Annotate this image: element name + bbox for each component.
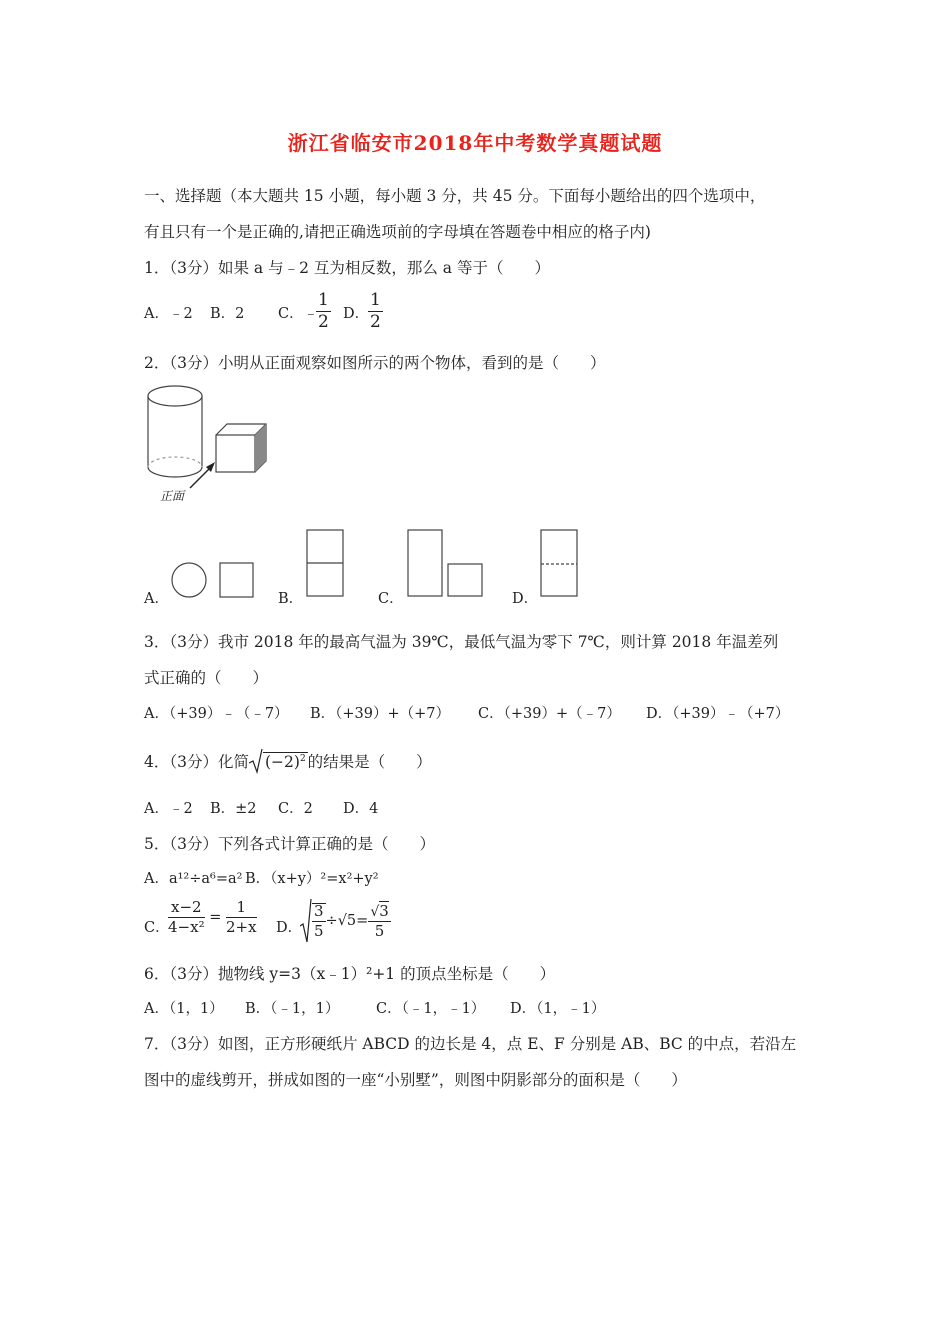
tall-rect <box>408 530 442 596</box>
q5-option-d-label: D． <box>276 920 303 936</box>
q2-figure-label: 正面 <box>160 489 185 503</box>
fraction-denominator: 2 <box>318 312 329 332</box>
q5-option-d-middle: ÷√5= <box>325 913 369 929</box>
sqrt-exponent: 2 <box>299 753 306 764</box>
q4-option-c: C．2 <box>278 801 313 817</box>
q2-option-d: D． <box>512 591 539 607</box>
q2-option-c: C． <box>378 591 404 607</box>
q3-option-c: C．（+39）+（﹣7） <box>478 706 621 722</box>
q4-stem <box>144 748 432 774</box>
fraction-denominator: 5 <box>374 921 385 940</box>
q7-stem-line2: 图中的虚线剪开，拼成如图的一座“小别墅”，则图中阴影部分的面积是（ ） <box>144 1071 687 1089</box>
q2-option-b-figure <box>305 527 347 599</box>
section-instructions-line2: 有且只有一个是正确的,请把正确选项前的字母填在答题卷中相应的格子内) <box>144 223 651 241</box>
q2-stem: 2．（3分）小明从正面观察如图所示的两个物体，看到的是（ ） <box>144 354 606 372</box>
cylinder-bottom <box>148 467 202 477</box>
q5-option-c-label: C． <box>144 920 170 936</box>
q4-stem-prefix: 4．（3分）化简 <box>144 753 249 771</box>
q1-option-b: B．2 <box>210 306 245 322</box>
q3-option-b: B．（+39）+（+7） <box>310 706 451 722</box>
sqrt-radicand: (−2) <box>264 753 300 771</box>
q4-option-d: D．4 <box>343 801 379 817</box>
q2-option-b: B． <box>278 591 304 607</box>
q5-option-a: A．a¹²÷a⁶=a² <box>144 871 243 887</box>
sqrt-expression <box>249 748 308 774</box>
q4-option-b: B．±2 <box>210 801 257 817</box>
equals-sign: = <box>209 909 222 926</box>
q5-option-c-expr <box>168 900 257 935</box>
square-view <box>220 563 253 597</box>
square-view <box>448 564 482 596</box>
fraction-numerator: 1 <box>318 290 329 310</box>
q2-option-a-figure <box>170 560 260 600</box>
fraction-numerator: √3 <box>370 901 389 920</box>
q2-option-c-figure <box>406 527 488 599</box>
q6-option-d: D．（1，﹣1） <box>510 1001 606 1017</box>
circle-view <box>172 563 206 597</box>
cube-front <box>216 435 255 472</box>
radical-sign-icon <box>300 898 312 944</box>
q6-option-a: A．（1，1） <box>144 1001 224 1017</box>
radical-sign-icon <box>249 748 263 774</box>
q1-option-a: A．﹣2 <box>144 306 193 322</box>
q1-stem: 1．（3分）如果 a 与﹣2 互为相反数，那么 a 等于（ ） <box>144 259 550 277</box>
q5-option-b: B．（x+y）²=x²+y² <box>245 871 379 887</box>
q7-stem-line1: 7．（3分）如图，正方形硬纸片 ABCD 的边长是 4，点 E、F 分别是 AB、BC 的中点，若沿左 <box>144 1035 797 1053</box>
q2-option-a: A． <box>144 591 169 607</box>
q1-option-c-label <box>278 302 318 323</box>
q3-option-d: D．（+39）﹣（+7） <box>646 706 790 722</box>
q2-option-d-figure <box>539 527 581 599</box>
q5-stem: 5．（3分）下列各式计算正确的是（ ） <box>144 835 435 853</box>
fraction-denominator: 4−x² <box>168 918 205 936</box>
cylinder-bottom-hidden <box>148 457 202 467</box>
q1-option-c-prefix: C．﹣ <box>278 306 319 322</box>
cylinder-top <box>148 386 202 406</box>
q5-option-d-expr <box>300 898 391 944</box>
q1-option-c-fraction <box>316 292 331 331</box>
fraction-denominator: 2+x <box>225 918 257 936</box>
q4-option-a: A．﹣2 <box>144 801 193 817</box>
fraction-numerator: x−2 <box>168 900 205 918</box>
q3-stem-line2: 式正确的（ ） <box>144 669 269 687</box>
q6-option-c: C．（﹣1，﹣1） <box>376 1001 486 1017</box>
q4-stem-suffix: 的结果是（ ） <box>307 753 432 771</box>
fraction-numerator: 3 <box>314 902 324 920</box>
q6-option-b: B．（﹣1，1） <box>245 1001 340 1017</box>
fraction-denominator: 2 <box>370 312 381 332</box>
q1-option-d-fraction <box>368 292 383 331</box>
q6-stem: 6．（3分）抛物线 y=3（x﹣1）²+1 的顶点坐标是（ ） <box>144 965 556 983</box>
fraction-denominator: 5 <box>314 922 324 940</box>
q3-option-a: A．（+39）﹣（﹣7） <box>144 706 289 722</box>
section-instructions-line1: 一、选择题（本大题共 15 小题，每小题 3 分，共 45 分。下面每小题给出的四个选项中， <box>144 187 766 205</box>
q1-option-d-label: D． <box>343 306 370 322</box>
fraction-numerator: 1 <box>370 290 381 310</box>
tall-rect <box>541 530 577 596</box>
page-title: 浙江省临安市2018年中考数学真题试题 <box>287 131 663 155</box>
q3-stem-line1: 3．（3分）我市 2018 年的最高气温为 39℃，最低气温为零下 7℃，则计算 2018 年温差列 <box>144 633 779 651</box>
cube-shaded-side <box>255 424 266 472</box>
fraction-numerator: 1 <box>226 900 257 918</box>
